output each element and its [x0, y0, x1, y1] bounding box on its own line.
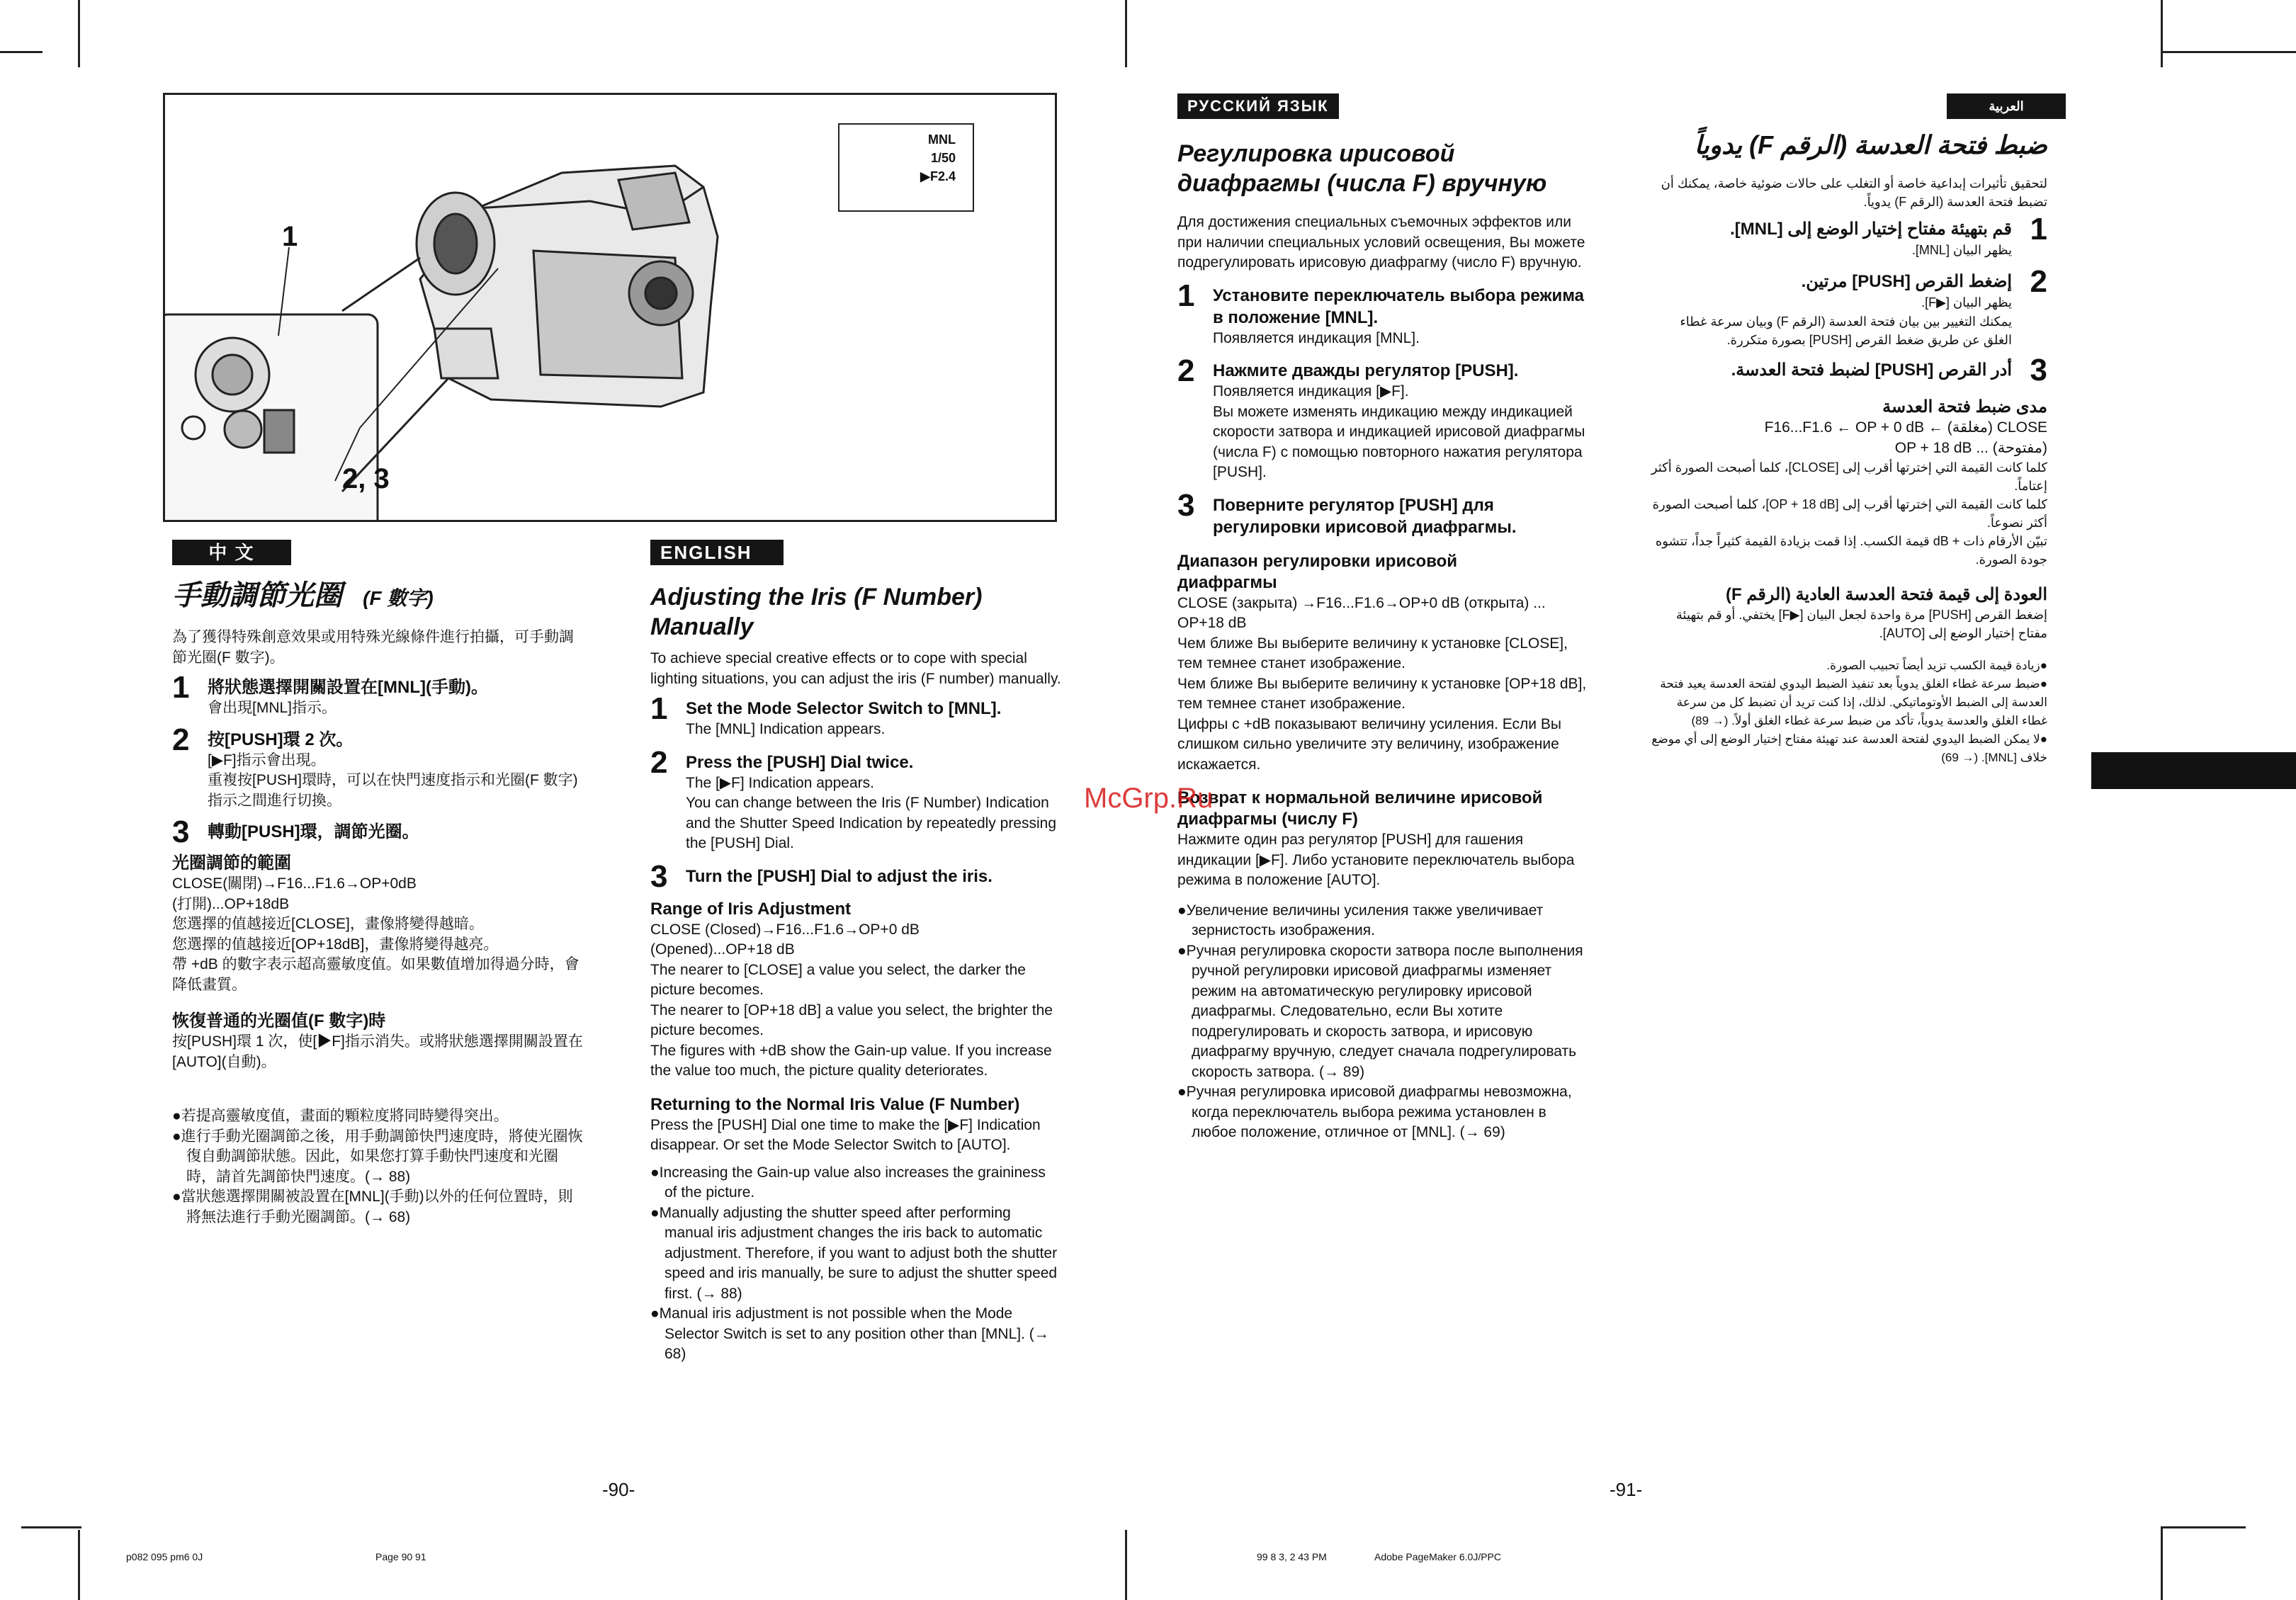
side-tab	[2091, 752, 2296, 789]
russian-step	[1177, 487, 1588, 538]
english-range-line: (Opened)...OP+18 dB	[650, 941, 795, 958]
chinese-range-line: 帶 +dB 的數字表示超高靈敏度值。如果數值增加得過分時，會降低畫質。	[172, 956, 579, 993]
arabic-note: ●لا يمكن الضبط اليدوي لفتحة العدسة عند تهيئة مفتاح إختيار الوضع إلى أي موضع خلاف [MNL]. (→ 69)	[1651, 732, 2047, 764]
camcorder-figure	[163, 93, 1057, 522]
camcorder-illustration	[165, 95, 1055, 520]
crop-mark	[21, 1526, 81, 1528]
step-body: Появляется индикация [MNL].	[1213, 329, 1420, 346]
footer-date: 99 8 3, 2 43 PM	[1257, 1551, 1327, 1562]
chinese-range-line: 您選擇的值越接近[OP+18dB]，畫像將變得越亮。	[172, 936, 499, 953]
english-intro: To achieve special creative effects or to cope with special lighting situations, you can adjust the iris (F number) manually.	[650, 650, 1061, 687]
arabic-range-line: كلما كانت القيمة التي إخترتها أقرب إلى [CLOSE]، كلما أصبحت الصورة أكثر إعتاماً.	[1651, 460, 2047, 493]
step-title: 轉動[PUSH]環，調節光圈。	[208, 822, 419, 841]
step-number: 1	[172, 670, 190, 705]
chinese-return-line: 按[PUSH]環 1 次，使[▶F]指示消失。或將狀態選擇開關設置在[AUTO](自動)。	[172, 1033, 583, 1070]
english-note: ●Manually adjusting the shutter speed after performing manual iris adjustment changes the iris back to automatic adjustment. Therefore, if you want to adjust both the shutter speed and iris manually, be sure to adjust the shutter speed first. (→ 88)	[650, 1204, 1058, 1302]
chinese-note: ●若提高靈敏度值，畫面的顆粒度將同時變得突出。	[172, 1108, 509, 1124]
russian-step	[1177, 278, 1588, 349]
chinese-title-main: 手動調節光圈	[172, 580, 342, 611]
step-title: أدر القرص [PUSH] لضبط فتحة العدسة.	[1731, 361, 2012, 380]
english-step	[650, 744, 1061, 854]
step-number: 1	[2030, 212, 2047, 246]
russian-range-line: Цифры с +dB показывают величину усиления. Если Вы слишком сильно увеличите эту величину, изображение искажается.	[1177, 715, 1561, 773]
step-number: 1	[650, 691, 668, 726]
russian-note: ●Ручная регулировка скорости затвора после выполнения ручной регулировки ирисовой диафрагмы изменяет режим на автоматическую регулировку ирисовой диафрагмы. Следовательно, если Вы хотите подрегулировать и скорость затвора, и ирисовую диафрагму вручную, следует сначала подрегулировать скорость затвора. (→ 89)	[1177, 942, 1583, 1080]
arabic-steps	[1651, 212, 2047, 387]
lcd-line-mode: MNL	[928, 132, 956, 147]
chinese-intro: 為了獲得特殊創意效果或用特殊光線條件進行拍攝，可手動調節光圈(F 數字)。	[172, 629, 574, 666]
arabic-intro: لتحقيق تأثيرات إبداعية خاصة أو التغلب على حالات ضوئية خاصة، يمكنك أن تضبط فتحة العدسة (الرقم F) يدوياً.	[1661, 176, 2047, 209]
step-number: 3	[2030, 353, 2047, 387]
step-body: Вы можете изменять индикацию между индикацией скорости затвора и индикацией ирисовой диафрагмы (числа F) с помощью повторного нажатия регулятора [PUSH].	[1213, 403, 1585, 480]
russian-column	[1177, 139, 1588, 1143]
footer-app: Adobe PageMaker 6.0J/PPC	[1374, 1551, 1501, 1562]
step-body: The [MNL] Indication appears.	[686, 721, 886, 737]
step-title: Поверните регулятор [PUSH] для регулировки ирисовой диафрагмы.	[1213, 495, 1517, 537]
step-body: You can change between the Iris (F Number) Indication and the Shutter Speed Indication by repeatedly pressing the [PUSH] Dial.	[686, 795, 1057, 851]
step-number: 3	[172, 815, 190, 849]
chinese-range-title: 光圈調節的範圍	[172, 853, 291, 873]
step-title: إضغط القرص [PUSH] مرتين.	[1801, 271, 2012, 291]
russian-step	[1177, 353, 1588, 483]
crop-mark	[2161, 1526, 2163, 1600]
step-body: [▶F]指示會出現。	[208, 751, 326, 768]
crop-mark	[1125, 0, 1127, 67]
step-body: يمكنك التغيير بين بيان فتحة العدسة (الرقم F) وبيان سرعة غطاء الغلق عن طريق ضغط القرص [PUSH] بصورة متكررة.	[1680, 314, 2012, 347]
step-body: يظهر البيان [MNL].	[1911, 243, 2012, 257]
arabic-range-line: تبيّن الأرقام ذات + dB قيمة الكسب. إذا قمت بزيادة القيمة كثيراً جداً، تتشوه جودة الصورة.	[1655, 534, 2047, 567]
arabic-note: ●ضبط سرعة غطاء الغلق يدوياً بعد تنفيذ الضبط اليدوي لفتحة العدسة يعيد فتحة العدسة إلى الضبط الأوتوماتيكي. لذلك، إذا كنت تريد أن تضبط كل من سرعة غطاء الغلق والعدسة يدوياً، تأكد من ضبط سرعة غطاء الغلق أولاً. (→ 89)	[1660, 677, 2047, 727]
arabic-return-line: إضغط القرص [PUSH] مرة واحدة لجعل البيان [▶F] يختفي. أو قم بتهيئة مفتاح إختيار الوضع إلى [AUTO].	[1675, 608, 2047, 640]
step-title: Set the Mode Selector Switch to [MNL].	[686, 699, 1002, 718]
russian-note: ●Ручная регулировка ирисовой диафрагмы невозможна, когда переключатель выбора режима установлен в любое положение, отличное от [MNL]. (→ 69)	[1177, 1084, 1572, 1140]
crop-mark	[0, 51, 43, 53]
crop-mark	[2161, 1526, 2246, 1528]
english-note: ●Manual iris adjustment is not possible when the Mode Selector Switch is set to any position other than [MNL]. (→ 68)	[650, 1305, 1049, 1362]
chinese-tag: 中 文	[172, 540, 291, 565]
russian-steps	[1177, 278, 1588, 538]
english-note: ●Increasing the Gain-up value also increases the graininess of the picture.	[650, 1164, 1046, 1201]
russian-return-title: Возврат к нормальной величине ирисовой диафрагмы (числу F)	[1177, 788, 1543, 829]
russian-return-line: Нажмите один раз регулятор [PUSH] для гашения индикации [▶F]. Либо установите переключатель выбора режима в положение [AUTO].	[1177, 832, 1575, 888]
chinese-column	[172, 581, 583, 1227]
footer-file: p082 095 pm6 0J	[126, 1551, 203, 1562]
chinese-return-title: 恢復普通的光圈值(F 數字)時	[172, 1011, 386, 1031]
lcd-line-iris: ▶F2.4	[920, 169, 956, 183]
step-title: 將狀態選擇開關設置在[MNL](手動)。	[208, 678, 488, 697]
step-title: قم بتهيئة مفتاح إختيار الوضع إلى [MNL].	[1730, 220, 2012, 239]
crop-mark	[2161, 51, 2296, 53]
english-range-title: Range of Iris Adjustment	[650, 899, 852, 919]
english-range-line: The nearer to [OP+18 dB] a value you select, the brighter the picture becomes.	[650, 1002, 1053, 1038]
chinese-note: ●當狀態選擇開關被設置在[MNL](手動)以外的任何位置時，則將無法進行手動光圈調節。(→ 68)	[172, 1188, 573, 1225]
step-number: 2	[172, 722, 190, 757]
english-range-line: The figures with +dB show the Gain-up value. If you increase the value too much, the picture quality deteriorates.	[650, 1042, 1052, 1079]
chinese-steps	[172, 670, 583, 849]
step-number: 3	[650, 858, 668, 894]
chinese-range-line: CLOSE(關閉)→F16...F1.6→OP+0dB	[172, 875, 417, 892]
russian-intro: Для достижения специальных съемочных эффектов или при наличии специальных условий освещения, Вы можете подрегулировать ирисовую диафрагму (число F) вручную.	[1177, 214, 1585, 271]
crop-mark	[1125, 1530, 1127, 1600]
arabic-range-line: كلما كانت القيمة التي إخترتها أقرب إلى [OP + 18 dB]، كلما أصبحت الصورة أكثر نصوعاً.	[1652, 497, 2047, 530]
russian-tag: РУССКИЙ ЯЗЫК	[1177, 93, 1339, 119]
step-body: 重複按[PUSH]環時，可以在快門速度指示和光圈(F 數字)指示之間進行切換。	[208, 772, 578, 809]
english-tag: ENGLISH	[650, 540, 784, 565]
english-title: Adjusting the Iris (F Number) Manually	[650, 584, 983, 640]
chinese-range-line: (打開)...OP+18dB	[172, 895, 290, 912]
crop-mark	[78, 1530, 80, 1600]
russian-range-line: CLOSE (закрыта) →F16...F1.6→OP+0 dB (открыта) ... OP+18 dB	[1177, 594, 1546, 631]
english-step	[650, 691, 1061, 740]
crop-mark	[78, 0, 80, 67]
step-body: Появляется индикация [▶F].	[1213, 383, 1409, 399]
english-column	[650, 582, 1061, 1365]
english-return-title: Returning to the Normal Iris Value (F Number)	[650, 1094, 1020, 1114]
step-number: 3	[1177, 487, 1195, 523]
step-body: يظهر البيان [▶F].	[1921, 295, 2012, 310]
step-number: 2	[650, 744, 668, 780]
footer-page: Page 90 91	[375, 1551, 426, 1562]
lcd-line-shutter: 1/50	[930, 151, 956, 165]
english-range-line: CLOSE (Closed)→F16...F1.6→OP+0 dB	[650, 921, 920, 938]
chinese-note: ●進行手動光圈調節之後，用手動調節快門速度時，將使光圈恢復自動調節狀態。因此，如果您打算手動快門速度和光圈時，請首先調節快門速度。(→ 88)	[172, 1128, 583, 1185]
arabic-title: ضبط فتحة العدسة (الرقم F) يدوياً	[1694, 130, 2047, 159]
arabic-step	[1651, 353, 2047, 387]
arabic-column	[1651, 130, 2047, 767]
english-return-line: Press the [PUSH] Dial one time to make the [▶F] Indication disappear. Or set the Mode Selector Switch to [AUTO].	[650, 1116, 1041, 1153]
step-body: The [▶F] Indication appears.	[686, 774, 874, 791]
step-title: Press the [PUSH] Dial twice.	[686, 752, 914, 772]
english-range-line: The nearer to [CLOSE] a value you select, the darker the picture becomes.	[650, 961, 1026, 998]
chinese-title	[172, 581, 583, 613]
step-number: 2	[2030, 263, 2047, 299]
chinese-step	[172, 670, 583, 719]
arabic-step	[1651, 263, 2047, 350]
arabic-tag: العربية	[1947, 93, 2066, 119]
chinese-range-line: 您選擇的值越接近[CLOSE]，畫像將變得越暗。	[172, 916, 484, 932]
arabic-note: ●زيادة قيمة الكسب تزيد أيضاً تحبيب الصورة.	[1826, 659, 2047, 672]
arabic-range-title: مدى ضبط فتحة العدسة	[1882, 397, 2047, 416]
callout-2-3: 2, 3	[342, 463, 390, 494]
callout-1: 1	[282, 221, 298, 252]
page-number-right: -91-	[1610, 1479, 1643, 1500]
english-step	[650, 858, 1061, 894]
watermark: McGrp.Ru	[1084, 783, 1214, 814]
english-steps	[650, 691, 1061, 894]
arabic-step	[1651, 212, 2047, 261]
russian-note: ●Увеличение величины усиления также увеличивает зернистость изображения.	[1177, 902, 1544, 938]
chinese-title-suffix: (F 數字)	[363, 587, 434, 609]
russian-title: Регулировка ирисовой диафрагмы (числа F) вручную	[1177, 140, 1547, 197]
chinese-step	[172, 815, 583, 849]
arabic-return-title: العودة إلى قيمة فتحة العدسة العادية (الرقم F)	[1726, 585, 2047, 604]
chinese-step	[172, 722, 583, 812]
arabic-range-line: (مفتوحة) ... OP + 18 dB	[1894, 439, 2047, 456]
step-body: 會出現[MNL]指示。	[208, 700, 337, 716]
step-title: Turn the [PUSH] Dial to adjust the iris.	[686, 866, 993, 886]
step-number: 2	[1177, 353, 1195, 388]
russian-range-line: Чем ближе Вы выберите величину к установке [OP+18 dB], тем темнее станет изображение.	[1177, 675, 1587, 712]
step-number: 1	[1177, 278, 1195, 313]
russian-range-line: Чем ближе Вы выберите величину к установке [CLOSE], тем темнее станет изображение.	[1177, 635, 1568, 671]
step-title: Установите переключатель выбора режима в положение [MNL].	[1213, 285, 1584, 327]
step-title: 按[PUSH]環 2 次。	[208, 730, 354, 749]
russian-range-title: Диапазон регулировки ирисовой диафрагмы	[1177, 551, 1458, 592]
step-title: Нажмите дважды регулятор [PUSH].	[1213, 361, 1519, 380]
arabic-range-line: CLOSE (مغلقة) ← F16...F1.6 ← OP + 0 dB	[1764, 419, 2047, 436]
crop-mark	[2161, 0, 2163, 67]
page-number-left: -90-	[602, 1479, 635, 1500]
